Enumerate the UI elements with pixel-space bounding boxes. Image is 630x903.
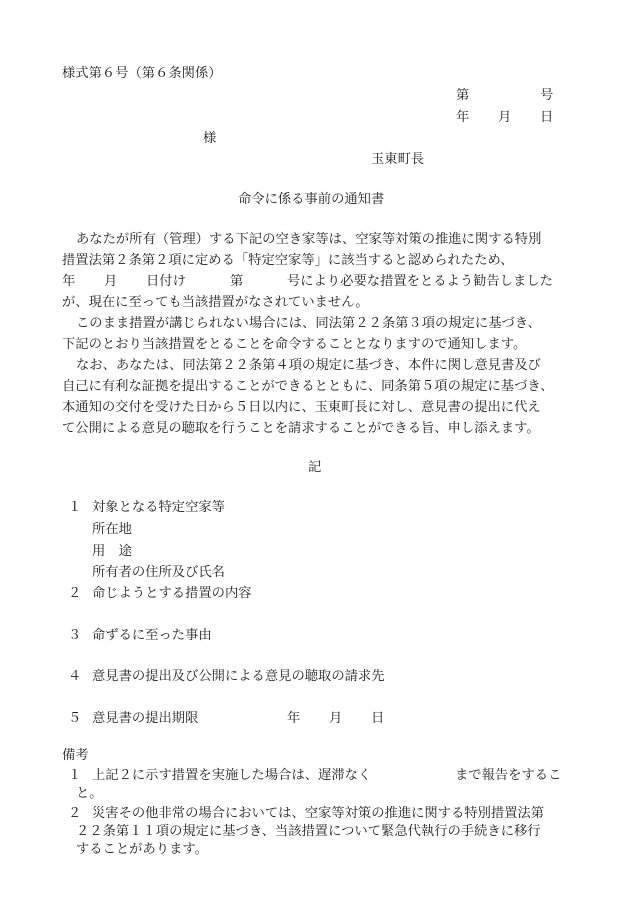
item-1-sub-owner: 所有者の住所及び氏名 bbox=[92, 565, 225, 580]
body-p1-line2: 措置法第２条第２項に定める「特定空家等」に該当すると認められたため、 bbox=[62, 253, 514, 268]
document-title: 命令に係る事前の通知書 bbox=[238, 192, 385, 207]
body-p3-line1: なお、あなたは、同法第２２条第４項の規定に基づき、本件に関し意見書及び bbox=[76, 358, 541, 373]
remark-1-line1-a: 上記２に示す措置を実施した場合は、遅滞なく bbox=[92, 768, 372, 783]
body-p1-line3-month: 月 bbox=[104, 274, 118, 289]
remark-1-number: １ bbox=[68, 768, 82, 783]
body-p1-line3-rest: 号により必要な措置をとるよう勧告しました bbox=[287, 274, 553, 289]
remark-2-line3: することがあります。 bbox=[76, 842, 208, 857]
item-2-number: ２ bbox=[68, 586, 82, 601]
body-p3-line2: 自己に有利な証拠を提出することができるとともに、同条第５項の規定に基づき、 bbox=[62, 379, 554, 394]
item-4-number: ４ bbox=[68, 669, 82, 684]
remarks-heading: 備考 bbox=[62, 748, 89, 763]
item-5-day: 日 bbox=[371, 711, 385, 726]
item-5-number: ５ bbox=[68, 711, 82, 726]
remark-2-line2: ２２条第１１項の規定に基づき、当該措置について緊急代執行の手続きに移行 bbox=[76, 824, 541, 839]
ki-heading: 記 bbox=[308, 460, 322, 475]
remark-1-line2: と。 bbox=[76, 786, 103, 801]
remark-1-line1-b: まで報告をするこ bbox=[455, 768, 562, 783]
item-1-label: 対象となる特定空家等 bbox=[92, 500, 225, 515]
date-day: 日 bbox=[540, 110, 554, 125]
item-1-number: １ bbox=[68, 500, 82, 515]
body-p3-line3: 本通知の交付を受けた日から５日以内に、玉東町長に対し、意見書の提出に代え bbox=[62, 400, 541, 415]
body-p2-line1: このまま措置が講じられない場合には、同法第２２条第３項の規定に基づき、 bbox=[76, 316, 541, 331]
item-4-label: 意見書の提出及び公開による意見の聴取の請求先 bbox=[92, 669, 385, 684]
doc-number-suffix: 号 bbox=[540, 88, 554, 103]
item-2-label: 命じようとする措置の内容 bbox=[92, 586, 252, 601]
item-5-month: 月 bbox=[329, 711, 343, 726]
body-p1-line3-date: 日付け bbox=[146, 274, 186, 289]
form-number: 様式第６号（第６条関係） bbox=[62, 66, 222, 81]
body-p1-line3-no: 第 bbox=[230, 274, 244, 289]
item-5-year: 年 bbox=[287, 711, 301, 726]
body-p3-line4: て公開による意見の聴取を行うことを請求することができる旨、申し添えます。 bbox=[62, 421, 540, 436]
item-1-sub-location: 所在地 bbox=[92, 522, 132, 537]
remark-2-line1: 災害その他非常の場合においては、空家等対策の推進に関する特別措置法第 bbox=[92, 806, 545, 821]
body-p1-line4: が、現在に至っても当該措置がなされていません。 bbox=[62, 295, 369, 310]
item-3-number: ３ bbox=[68, 628, 82, 643]
body-p1-line3-year: 年 bbox=[62, 274, 76, 289]
date-year: 年 bbox=[456, 110, 470, 125]
item-1-sub-usage: 用 途 bbox=[92, 544, 132, 559]
doc-number-prefix: 第 bbox=[456, 88, 470, 103]
recipient-suffix: 様 bbox=[203, 131, 217, 146]
body-p1-line1: あなたが所有（管理）する下記の空き家等は、空家等対策の推進に関する特別 bbox=[76, 232, 542, 247]
sender-name: 玉東町長 bbox=[371, 152, 425, 167]
item-3-label: 命ずるに至った事由 bbox=[92, 628, 212, 643]
date-month: 月 bbox=[498, 110, 512, 125]
item-5-label: 意見書の提出期限 bbox=[92, 711, 199, 726]
remark-2-number: ２ bbox=[68, 806, 82, 821]
body-p2-line2: 下記のとおり当該措置をとることを命令することとなりますので通知します。 bbox=[62, 337, 527, 352]
